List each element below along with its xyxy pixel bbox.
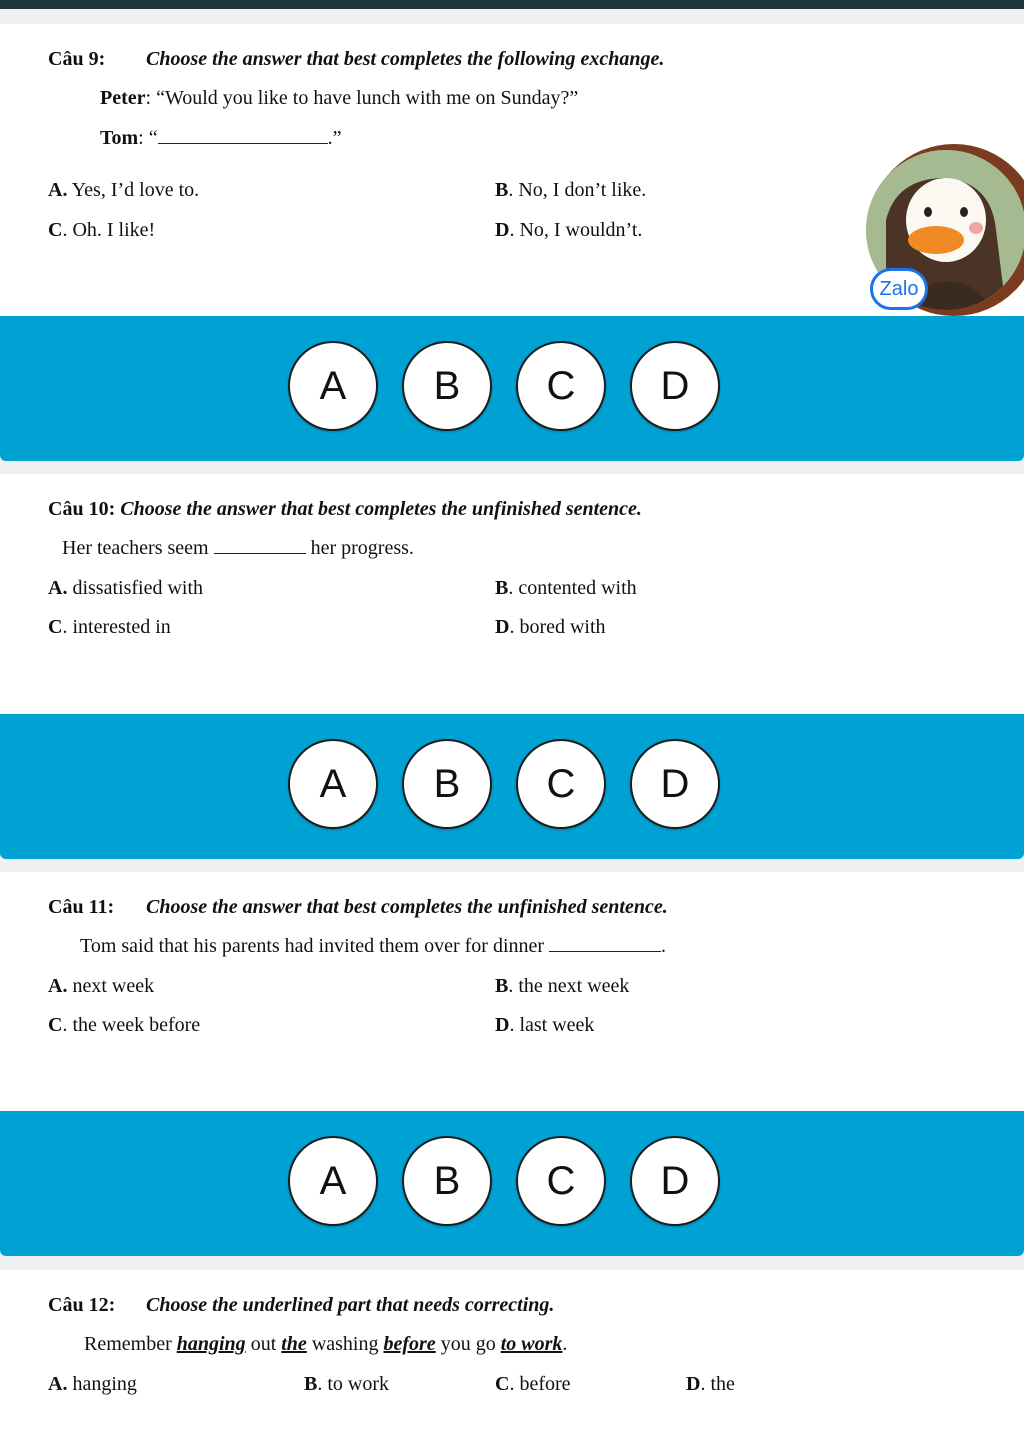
answer-button-d[interactable]: D xyxy=(630,739,720,829)
question-10-heading xyxy=(48,498,642,521)
question-number: Câu 9: xyxy=(48,48,106,70)
answer-blank xyxy=(214,537,306,554)
option-b: B. contented with xyxy=(495,577,637,599)
underlined-part: to work xyxy=(500,1333,563,1355)
option-d: D. bored with xyxy=(495,616,606,638)
option-c: C. the week before xyxy=(48,1014,201,1036)
option-a: A. next week xyxy=(48,975,155,997)
question-number: Câu 12: xyxy=(48,1294,116,1316)
zalo-badge: Zalo xyxy=(870,268,928,310)
option-d: D. the xyxy=(686,1373,735,1395)
zalo-chat-button[interactable] xyxy=(862,140,1024,325)
dialog-text: : “ xyxy=(138,127,158,149)
option-d: D. No, I wouldn’t. xyxy=(495,219,643,241)
dialog-line-tom xyxy=(100,127,342,150)
question-instruction: Choose the answer that best completes the unfinished sentence. xyxy=(146,896,668,918)
option-c: C. interested in xyxy=(48,616,171,638)
question-9-heading xyxy=(48,48,664,71)
answer-button-a[interactable]: A xyxy=(288,1136,378,1226)
dialog-text: .” xyxy=(327,127,342,149)
answer-button-c[interactable]: C xyxy=(516,1136,606,1226)
question-stem: Her teachers seem her progress. xyxy=(62,537,414,559)
question-number: Câu 10: xyxy=(48,498,116,520)
question-stem: Tom said that his parents had invited them over for dinner . xyxy=(80,935,667,957)
answer-button-c[interactable]: C xyxy=(516,341,606,431)
answer-button-c[interactable]: C xyxy=(516,739,606,829)
speaker-name: Peter xyxy=(100,87,146,109)
answer-button-a[interactable]: A xyxy=(288,739,378,829)
question-stem: Remember hanging out the washing before you go to work. xyxy=(84,1333,568,1355)
answer-button-a[interactable]: A xyxy=(288,341,378,431)
underlined-part: hanging xyxy=(176,1333,246,1355)
answer-blank xyxy=(549,935,661,952)
answer-blank xyxy=(158,127,328,144)
question-12-heading xyxy=(48,1294,554,1317)
question-11-heading xyxy=(48,896,668,919)
question-11-card xyxy=(0,872,1024,1111)
option-b: B. No, I don’t like. xyxy=(495,179,647,201)
underlined-part: before xyxy=(383,1333,436,1355)
question-instruction: Choose the answer that best completes the following exchange. xyxy=(146,48,665,70)
question-number: Câu 11: xyxy=(48,896,115,918)
answer-button-b[interactable]: B xyxy=(402,341,492,431)
option-c: C. before xyxy=(495,1373,571,1395)
question-10-card xyxy=(0,474,1024,714)
dialog-text: : “Would you like to have lunch with me on Sunday?” xyxy=(145,87,579,109)
answer-button-b[interactable]: B xyxy=(402,739,492,829)
answer-button-b[interactable]: B xyxy=(402,1136,492,1226)
option-c: C. Oh. I like! xyxy=(48,219,156,241)
option-a: A. hanging xyxy=(48,1373,137,1395)
underlined-part: the xyxy=(281,1333,307,1355)
option-b: B. to work xyxy=(304,1373,390,1395)
answer-bar-q9 xyxy=(0,316,1024,461)
top-bar xyxy=(0,0,1024,9)
option-b: B. the next week xyxy=(495,975,630,997)
question-instruction: Choose the underlined part that needs correcting. xyxy=(146,1294,555,1316)
option-d: D. last week xyxy=(495,1014,595,1036)
question-12-card xyxy=(0,1270,1024,1445)
option-a: A. dissatisfied with xyxy=(48,577,203,599)
question-instruction: Choose the answer that best completes the unfinished sentence. xyxy=(120,498,642,520)
speaker-name: Tom xyxy=(100,127,139,149)
answer-button-d[interactable]: D xyxy=(630,341,720,431)
dialog-line-peter xyxy=(100,87,578,110)
answer-bar-q10 xyxy=(0,714,1024,859)
option-a: A. Yes, I’d love to. xyxy=(48,179,200,201)
answer-bar-q11 xyxy=(0,1111,1024,1256)
answer-button-d[interactable]: D xyxy=(630,1136,720,1226)
